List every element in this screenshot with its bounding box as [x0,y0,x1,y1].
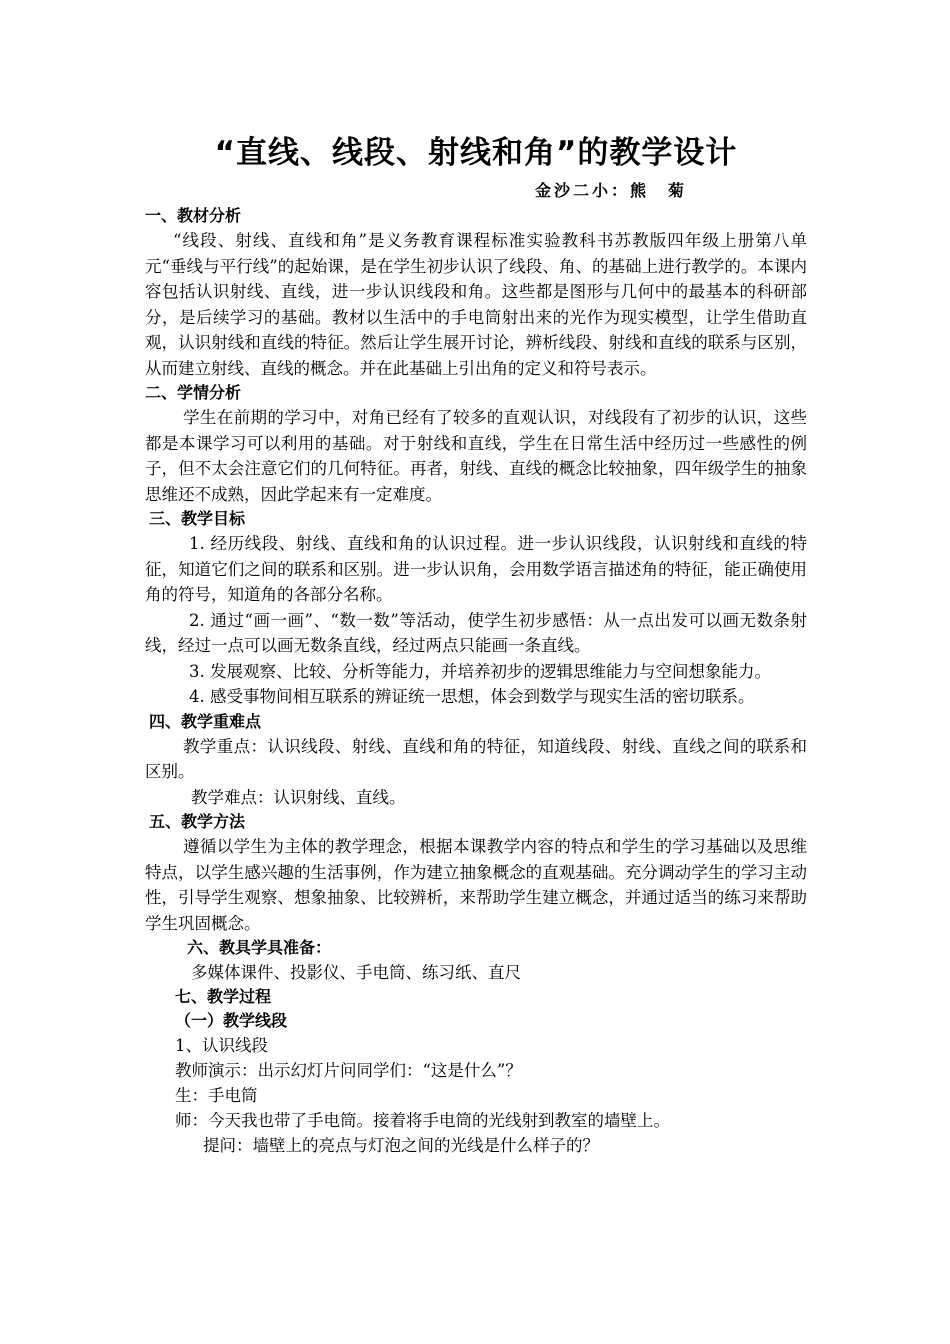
author-line: 金沙二小：熊 菊 [535,181,688,200]
section-heading-1: 一、教材分析 [145,206,242,225]
materials-list: 多媒体课件、投影仪、手电筒、练习纸、直尺 [191,963,521,982]
process-line-3: 生：手电筒 [175,1086,258,1105]
process-line-2: 教师演示：出示幻灯片问同学们：“这是什么”？ [175,1061,522,1080]
section-heading-5: 五、教学方法 [149,812,246,831]
subsection-heading-1: （一）教学线段 [175,1011,288,1030]
goal-3: 3. 发展观察、比较、分析等能力，并培养初步的逻辑思维能力与空间想象能力。 [189,661,771,681]
document-body [145,128,807,1158]
goal-1: 1. 经历线段、射线、直线和角的认识过程。进一步认识线段，认识射线和直线的特征，知道它们之间的联系和区别。进一步认识角，会用数学语言描述角的特征，能正确使用角的符号，知道角的各部分名称。 [145,534,807,604]
process-line-5: 提问：墙壁上的亮点与灯泡之间的光线是什么样子的？ [203,1136,599,1155]
process-line-4: 师：今天我也带了手电筒。接着将手电筒的光线射到教室的墙壁上。 [175,1111,670,1130]
section-heading-6: 六、教具学具准备： [187,938,332,957]
document-title: “直线、线段、射线和角”的教学设计 [214,135,738,171]
section-1-paragraph: “线段、射线、直线和角”是义务教育课程标准实验教科书苏教版四年级上册第八单元“垂线与平行线”的起始课，是在学生初步认识了线段、角、的基础上进行教学的。本课内容包括认识射线、直线，进一步认识线段和角。这些都是图形与几何中的最基本的科研部分，是后续学习的基础。教材以生活中的手电筒射出来的光作为现实模型，让学生借助直观，认识射线和直线的特征。然后让学生展开讨论，辨析线段、射线和直线的联系与区别，从而建立射线、直线的概念。并在此基础上引出角的定义和符号表示。 [145,231,807,378]
section-5-paragraph: 遵循以学生为主体的教学理念，根据本课教学内容的特点和学生的学习基础以及思维特点，以学生感兴趣的生活事例，作为建立抽象概念的直观基础。充分调动学生的学习主动性，引导学生观察、想象抽象、比较辨析，来帮助学生建立概念，并通过适当的练习来帮助学生巩固概念。 [145,837,807,933]
teaching-difficulty: 教学难点：认识射线、直线。 [191,787,406,807]
section-heading-4: 四、教学重难点 [149,711,262,731]
section-2-paragraph: 学生在前期的学习中，对角已经有了较多的直观认识，对线段有了初步的认识，这些都是本课学习可以利用的基础。对于射线和直线，学生在日常生活中经历过一些感性的例子，但不太会注意它们的几何特征。再者，射线、直线的概念比较抽象，四年级学生的抽象思维还不成熟，因此学起来有一定难度。 [145,408,807,504]
section-heading-3: 三、教学目标 [149,509,246,528]
goal-4: 4. 感受事物间相互联系的辨证统一思想，体会到数学与现实生活的密切联系。 [189,687,755,706]
teaching-key-point: 教学重点：认识线段、射线、直线和角的特征，知道线段、射线、直线之间的联系和区别。 [145,736,807,781]
section-heading-7: 七、教学过程 [175,987,272,1006]
goal-2: 2. 通过“画一画”、“数一数”等活动，使学生初步感悟：从一点出发可以画无数条射线，经过一点可以画无数条直线，经过两点只能画一条直线。 [145,610,807,655]
process-line-1: 1、认识线段 [175,1036,268,1055]
section-heading-2: 二、学情分析 [145,383,242,402]
